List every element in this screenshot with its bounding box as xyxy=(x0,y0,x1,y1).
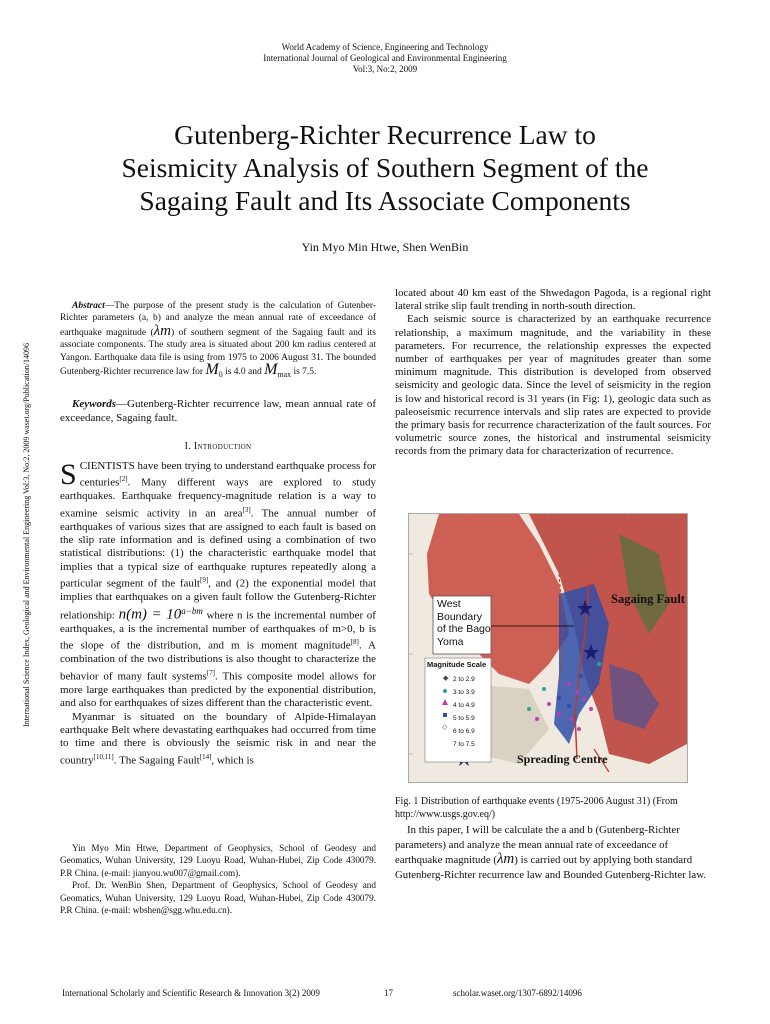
author-footnote: Yin Myo Min Htwe, Department of Geophysics, School of Geodesy and Geomatics, Wuhan University, 129 Luoyu Road, Wuhan-Hubei, Zip Code 430079. P.R China. (e-mail: jianyou.wu007@gmail.com). Prof. Dr. WenBin Shen, Department of Geophysics, School of Geodesy and Geomatics, Wuhan University, 129 Luoyu Road, Wuhan-Hubei, Zip Code 430079. P.R China. (e-mail: wbshen@sgg.whu.edu.cn). xyxy=(60,843,376,916)
header-line1: World Academy of Science, Engineering and Technology xyxy=(281,42,489,52)
right-paragraph-2: Each seismic source is characterized by an earthquake recurrence relationship, a maximum magnitude, and the variability in these parameters. For recurrence, the relationship expresses the expected number of earthquakes per year of magnitudes greater than some minimum magnitude. This distribution is developed from observed seismicity and geologic data. Since the level of seismicity in the region is low and historical record is 31 years (in Fig: 1), geologic data such as paleoseismic recurrence intervals and slip rates are expected to provide the primary basis for recurrence characterization of the fault sources. For volumetric source zones, the historical and instrumental seismicity records from the primary data for characterization of recurrence. xyxy=(395,313,711,458)
paper-title: Gutenberg-Richter Recurrence Law to Seismicity Analysis of Southern Segment of the Sagaing Fault and Its Associate Components xyxy=(121,119,649,216)
abstract: Abstract—The purpose of the present study is the calculation of Gutenber-Richter parameters (a, b) and analyze the mean annual rate of exceedance of earthquake magnitude (λm) of southern segment of the Sagaing fault and its associate components. The study area is situated about 200 km radius centered at Yangon. Earthquake data file is using from 1975 to 2006 August 31. The bounded Gutenberg-Richter recurrence law for $M_0$ is 4.0 and $M_{max}$ is 7.5. xyxy=(60,301,376,379)
gr-formula: n(m) = 10 xyxy=(118,606,182,623)
left-column xyxy=(60,300,376,768)
right-paragraph-3: In this paper, I will be calculate the a and b (Gutenberg-Richter parameters) and analyze the mean annual rate of exceedance of earthquake magnitude (λm) is carried out by applying both standard Gutenberg-Richter recurrence law and Bounded Gutenberg-Richter law. xyxy=(395,824,706,881)
keywords: Keywords—Gutenberg-Richter recurrence law, mean annual rate of exceedance, Sagaing fault. xyxy=(60,398,376,425)
spreading-centre-label: Spreading Centre xyxy=(517,752,608,766)
svg-text:◇: ◇ xyxy=(442,723,448,731)
seismicity-map xyxy=(409,514,687,782)
side-index-text: International Science Index, Geological and Environmental Engineering Vol:3, No:2, 2009 waset.org/Publication/14096 xyxy=(22,343,31,727)
magnitude-scale-list: 2 to 2.9 3 to 3.9 4 to 4.9 5 to 5.9 6 to 6.9 7 to 7.5 xyxy=(453,676,475,748)
footer-url[interactable]: scholar.waset.org/1307-6892/14096 xyxy=(453,988,582,998)
seismicity-map-figure xyxy=(408,513,688,783)
west-boundary-label: West Boundary of the Bago Yoma xyxy=(437,598,491,648)
magnitude-scale-title: Magnitude Scale xyxy=(427,660,487,669)
right-column xyxy=(395,287,711,459)
footer-journal: International Scholarly and Scientific Research & Innovation 3(2) 2009 xyxy=(62,988,320,998)
header-line2: International Journal of Geological and Environmental Engineering xyxy=(263,53,507,63)
footer-page-number: 17 xyxy=(384,988,393,998)
header-line3: Vol:3, No:2, 2009 xyxy=(352,64,418,74)
section-heading-introduction: I. Introduction xyxy=(184,441,252,453)
intro-paragraph-2: Myanmar is situated on the boundary of Alpide-Himalayan earthquake Belt where devastating earthquakes had occurred from time to time and there is obviously the seismic risk in and near the country[10,11]. The Sagaing Fault[14], which is xyxy=(60,710,376,767)
sagaing-fault-label: Sagaing Fault xyxy=(611,592,685,606)
intro-paragraph-1: SCIENTISTS have been trying to understand earthquake process for centuries[2]. Many different ways are explored to study earthquakes. Earthquake frequency-magnitude relation is a way to examine seismic activity in an area[3]. The annual number of earthquakes of various sizes that are assigned to each fault is based on the slip rate information and is defined using a combination of two statistical distributions: (1) the characteristic earthquake model that implies that a typical size of earthquake ruptures repeatedly along a particular segment of the fault[9], and (2) the exponential model that implies that earthquakes on a given fault follow the Gutenberg-Richter relationship: $n(m) = 10^{a-bm}$ where n is the incremental number of earthquakes, a is the incremental number of earthquakes of m>0, b is the slope of the distribution, and m is moment magnitude[8]. A combination of the two distributions is also thought to characterize the behavior of many fault systems[7]. This composite model allows for more large earthquakes than predicted by the exponential distribution, and also for earthquakes of sizes different than the characteristic event. xyxy=(60,457,376,710)
right-paragraph-1: located about 40 km east of the Shwedagon Pagoda, is a regional right lateral strike slip fault trending in north-south direction. xyxy=(395,287,711,313)
journal-header xyxy=(0,42,770,75)
figure-caption: Fig. 1 Distribution of earthquake events (1975-2006 August 31) (From http://www.usgs.gov.eq/) In this paper, I will be calculate the a and b (Gutenberg-Richter parameters) and analyze the mean annual rate of exceedance of earthquake magnitude (λm) is carried out by applying both standard Gutenberg-Richter recurrence law and Bounded Gutenberg-Richter law. xyxy=(395,795,711,882)
author-list: Yin Myo Min Htwe, Shen WenBin xyxy=(301,240,469,254)
svg-text:◆: ◆ xyxy=(443,674,449,682)
